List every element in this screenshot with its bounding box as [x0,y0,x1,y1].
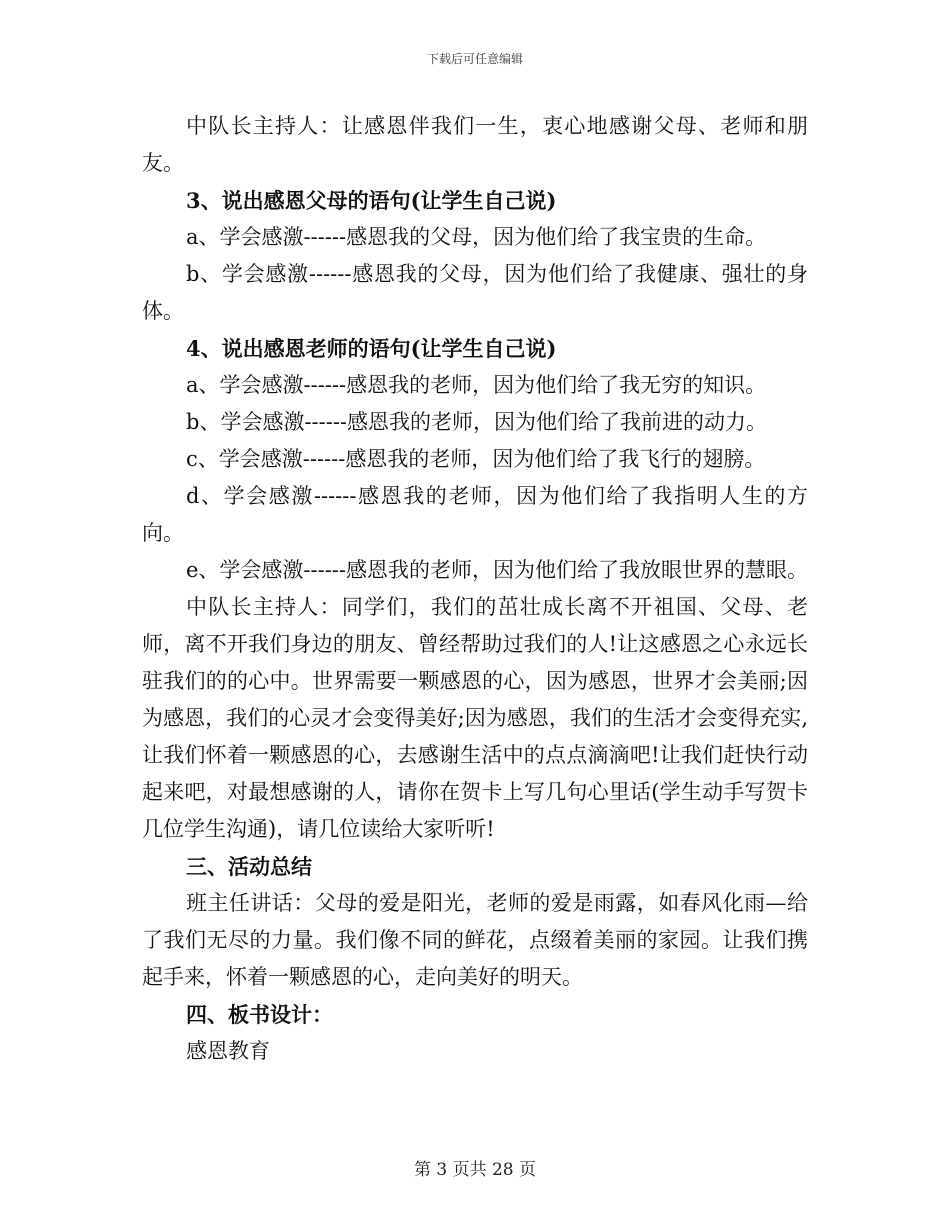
heading-parents-phrases: 3、说出感恩父母的语句(让学生自己说) [186,188,557,213]
heading-teachers-phrases: 4、说出感恩老师的语句(让学生自己说) [186,336,557,361]
paragraph-teacher-speech: 班主任讲话：父母的爱是阳光，老师的爱是雨露，如春风化雨—给了我们无尽的力量。我们像不同的鲜花，点缀着美丽的家园。让我们携起手来，怀着一颗感恩的心，走向美好的明天。 [142,891,808,989]
list-item-teachers-b: b、学会感激------感恩我的老师，因为他们给了我前进的动力。 [186,410,768,434]
list-item-parents-b: b、学会感激------感恩我的父母，因为他们给了我健康、强壮的身体。 [142,262,808,323]
paragraph-host-speech: 中队长主持人：同学们，我们的茁壮成长离不开祖国、父母、老师，离不开我们身边的朋友、曾经帮助过我们的人!让这感恩之心永远长驻我们的的心中。世界需要一颗感恩的心，因为感恩，世界才会美丽;因为感恩，我们的心灵才会变得美好;因为感恩，我们的生活才会变得充实,让我们怀着一颗感恩的心，去感谢生活中的点点滴滴吧!让我们赶快行动起来吧，对最想感谢的人，请你在贺卡上写几句心里话(学生动手写贺卡几位学生沟通)，请几位读给大家听听! [142,595,808,841]
page-header: 下载后可任意编辑 [426,52,523,66]
heading-board-design: 四、板书设计： [186,1002,333,1027]
list-item-teachers-d: d、学会感激------感恩我的老师，因为他们给了我指明人生的方向。 [142,484,808,545]
document-body [142,108,808,1070]
heading-activity-summary: 三、活动总结 [186,854,312,879]
list-item-teachers-e: e、学会感激------感恩我的老师，因为他们给了我放眼世界的慧眼。 [186,558,808,582]
paragraph-host-closing: 中队长主持人：让感恩伴我们一生，衷心地感谢父母、老师和朋友。 [142,114,808,175]
list-item-teachers-a: a、学会感激------感恩我的老师，因为他们给了我无穷的知识。 [186,373,767,397]
list-item-teachers-c: c、学会感激------感恩我的老师，因为他们给了我飞行的翅膀。 [186,447,766,471]
list-item-parents-a: a、学会感激------感恩我的父母，因为他们给了我宝贵的生命。 [186,225,767,249]
board-design-title: 感恩教育 [186,1039,270,1063]
page-footer: 第 3 页共 28 页 [413,1160,537,1180]
